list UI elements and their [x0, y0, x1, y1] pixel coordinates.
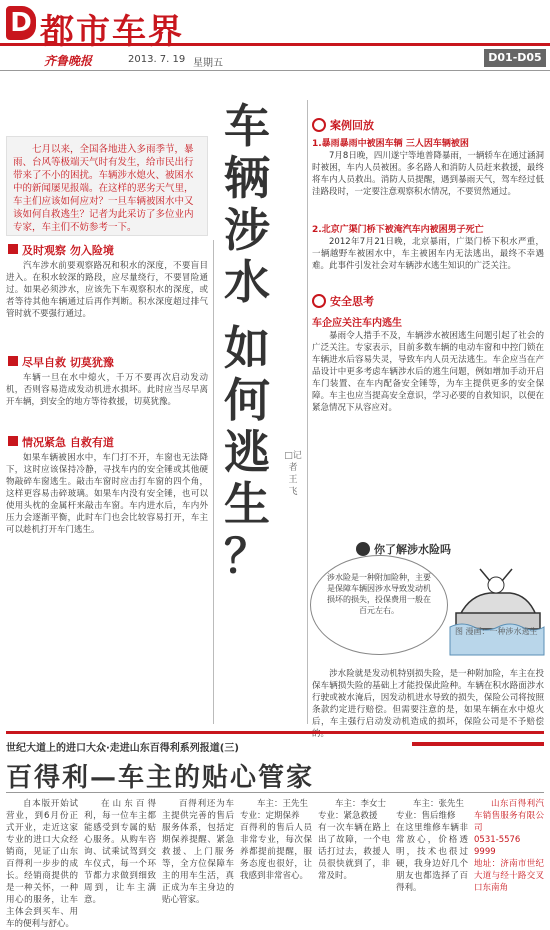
- headline-char: 逃: [224, 425, 270, 479]
- safety-body: 暴雨令人措手不及，车辆涉水被困逃生问题引起了社会的广泛关注。专家表示，目前多数车辆的电动车窗和中控门锁在车辆进水后容易失灵，导致车内人员无法逃生。车企应当在产品设计中更多考虑车辆涉水后的逃生问题，例如增加手动开启车门装置、在车内配备安全锤等，为车主提供更多的安全保障。车主也应当提高安全意识，学习必要的自救知识，以便在紧急情况下从容应对。: [312, 331, 544, 413]
- cartoon-caption: 图 漫画：一种涉水逃生: [455, 627, 538, 636]
- story2-title: 百得利—车主的贴心管家: [6, 763, 315, 793]
- section-body: 汽车涉水前要观察路况和积水的深度，不要盲目进入。在积水较深的路段，应尽量绕行，不要冒险通过。如果必须涉水，应该先下车观察积水的深度，或者等待其他车辆通过后再作判断。积水深度超过排气管时就不要强行通过。: [6, 261, 208, 319]
- subhead-self-rescue: 尽早自救 切莫犹豫: [6, 352, 208, 372]
- dealer-contact: 山东百得利汽车销售服务有限公司 0531-5576 9999 地址：济南市世纪大道与经十路交叉口东南角: [474, 799, 544, 893]
- story2-column: 车主：张先生 专业：售后维修 在这里维修车辆非常放心，价格透明，技术也很过硬，我身边好几个朋友也都选择了百得利。: [396, 799, 468, 893]
- section-body: 车辆一旦在水中熄火，千万不要再次启动发动机，否则容易造成发动机进水损坏。此时应当尽早离开车辆，到安全的地方等待救援，切莫犹豫。: [6, 373, 208, 407]
- section-logo: D: [6, 6, 36, 40]
- subhead-emergency: 情况紧急 自救有道: [6, 432, 208, 452]
- case-title: 1.暴雨暴雨中被困车辆 三人因车辆被困: [312, 139, 469, 149]
- case-body: 7月8日晚，四川遂宁等地普降暴雨，一辆轿车在通过涵洞时被困，车内人员被困。多名路人和消防人员赶来救援，最终将车内人员救出。消防人员提醒，遇到暴雨天气，驾车经过低洼路段时，一定要注意观察积水情况，不要贸然通过。: [312, 151, 544, 197]
- case-body: 2012年7月21日晚，北京暴雨，广渠门桥下积水严重，一辆越野车被困水中，车主被困车内无法逃出，最终不幸遇难。此事件引发社会对车辆涉水逃生知识的广泛关注。: [312, 237, 544, 271]
- tip-body: 涉水险就是发动机特别损失险，是一种附加险，车主在投保车辆损失险的基础上才能投保此险种。车辆在积水路面涉水行驶或被水淹后，因发动机进水导致的损失，保险公司将按照条款约定进行赔偿。但需要注意的是，如果车辆在水中熄火后，车主强行启动发动机造成的损坏，保险公司是不予赔偿的。: [312, 669, 544, 739]
- page-range-tag: D01-D05: [484, 49, 546, 67]
- story2-column: 车主：李女士 专业：紧急救援 有一次车辆在路上出了故障，一个电话打过去，救援人员很快就到了，非常及时。: [318, 799, 390, 881]
- masthead-banner: [0, 0, 550, 52]
- issue-weekday: 星期五: [193, 58, 223, 69]
- column-rule: [307, 100, 308, 724]
- case-title: 2.北京广渠门桥下被淹汽车内被困男子死亡: [312, 225, 484, 235]
- subhead-observe: 及时观察 勿入险境: [6, 240, 208, 260]
- headline-char: ？: [224, 529, 270, 583]
- section-circle-icon: [312, 118, 326, 132]
- safety-subtitle: 车企应关注车内逃生: [312, 318, 402, 329]
- issue-date: 2013. 7. 19: [128, 54, 186, 65]
- headline-char: 何: [224, 373, 270, 427]
- byline-part: 飞: [288, 487, 298, 497]
- column-rule: [213, 240, 214, 724]
- byline-part: 王: [288, 475, 298, 485]
- headline-char: 辆: [224, 151, 270, 205]
- square-bullet-icon: [8, 356, 18, 366]
- story2-column: 百得利还为车主提供完善的售后服务体系，包括定期保养提醒、紧急救援、上门服务等，全方位保障车主的用车生活，真正成为车主身边的贴心管家。: [162, 799, 234, 905]
- square-bullet-icon: [8, 436, 18, 446]
- lead-paragraph: 七月以来，全国各地进入多雨季节，暴雨、台风等极端天气时有发生，给市民出行带来了不小的困扰。车辆涉水熄火、被困水中的新闻屡见报端。在这样的恶劣天气里，车主们应该如何应对？一旦车辆被困水中又该如何自救逃生？记者为此采访了多位业内专家，车主们不妨参考一下。: [6, 136, 208, 236]
- headline-char: 车: [224, 99, 270, 153]
- story-divider: [6, 731, 544, 734]
- story2-column: 在山东百得利，每一位车主都能感受到专属的贴心服务。从购车咨询、试乘试驾到交车仪式，每一个环节都力求做到细致周到，让车主满意。: [84, 799, 156, 905]
- square-bullet-icon: [8, 244, 18, 254]
- cartoon-illustration: [310, 555, 544, 665]
- feature-headline: [218, 100, 282, 582]
- section-body: 如果车辆被困水中，车门打不开，车窗也无法降下，这时应该保持冷静，寻找车内的安全锤或其他硬物敲碎车窗逃生。敲击车窗时应击打车窗的四个角，这样更容易击碎玻璃。如果车内没有安全锤，也可以使用头枕的金属杆来敲击车窗。车内进水后，车内外压力会逐渐平衡，此时车门也会比较容易打开，车主可以趁机打开车门逃生。: [6, 453, 208, 535]
- section-circle-icon: [356, 542, 370, 556]
- headline-char: 水: [224, 255, 270, 309]
- tip-section-head: 你了解涉水险吗: [356, 540, 544, 558]
- paper-name: 齐鲁晚报: [44, 54, 93, 68]
- flooded-car-icon: [450, 555, 544, 655]
- story2-kicker: 世纪大道上的进口大众·走进山东百得利系列报道(三): [6, 743, 239, 754]
- feature-byline: [282, 450, 304, 498]
- story2-column: 自本版开始试营业，到6月份正式开业，走近这家专业的进口大众经销商，见证了山东百得利一步步的成长。经销商提供的是一种关怀，一种用心的服务，让车主体会到买车、用车的便利与舒心。: [6, 799, 78, 929]
- case-section-head: 案例回放: [312, 116, 544, 134]
- headline-char: 如: [224, 321, 270, 375]
- safety-section-head: 安全思考: [312, 292, 544, 310]
- section-title: 都市车界: [40, 12, 184, 52]
- story2-rule: [6, 792, 544, 793]
- headline-char: 涉: [224, 203, 270, 257]
- byline-part: □记者: [284, 451, 302, 473]
- masthead: [0, 0, 550, 74]
- accent-bar: [412, 742, 544, 746]
- headline-char: 生: [224, 477, 270, 531]
- story2-column: 车主：王先生 专业：定期保养 百得利的售后人员非常专业，每次保养都提前提醒，服务态度也很好，让我感到非常省心。: [240, 799, 312, 881]
- section-circle-icon: [312, 294, 326, 308]
- speech-bubble: 涉水险是一种附加险种，主要是保障车辆因涉水导致发动机损坏的损失，投保费用一般在百元左右。: [310, 555, 448, 655]
